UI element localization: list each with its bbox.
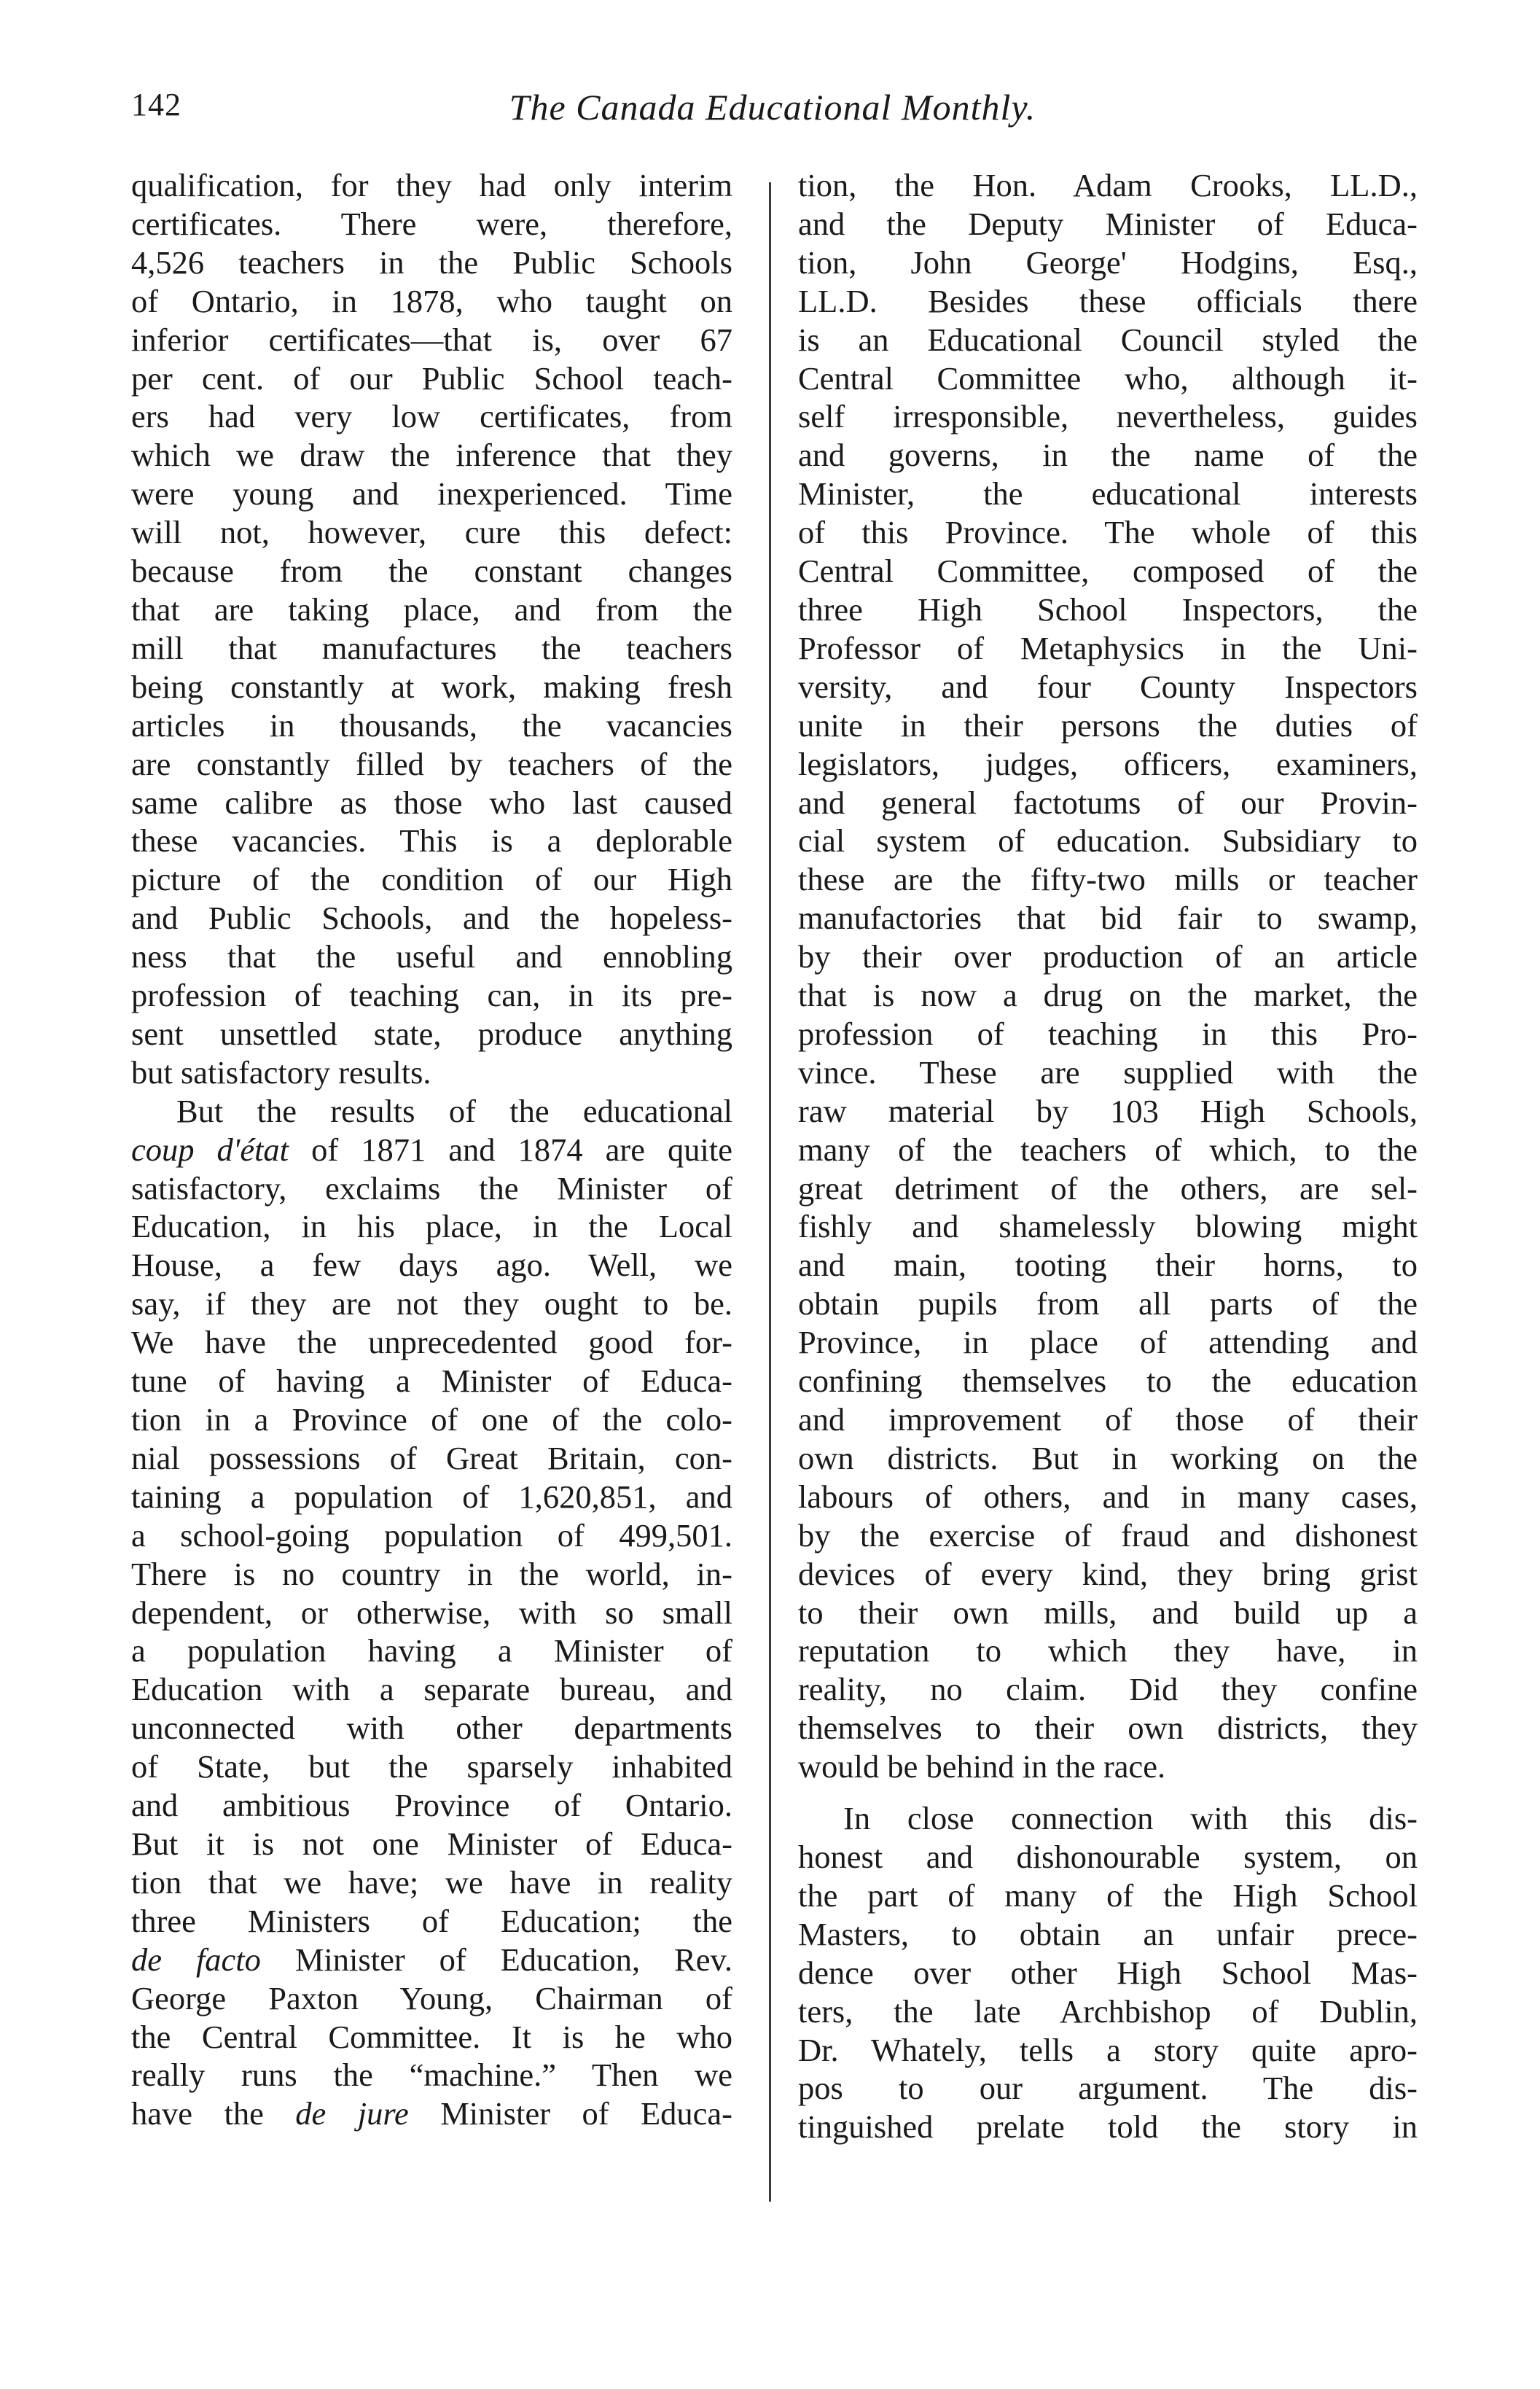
- text-line: reputation to which they have, in: [798, 1632, 1418, 1669]
- coup-detat-italic: coup d'état: [131, 1131, 289, 1168]
- text-line: taining a population of 1,620,851, and: [131, 1478, 732, 1515]
- text-line: Masters, to obtain an unfair prece-: [798, 1915, 1418, 1952]
- text-line: ers had very low certificates, from: [131, 398, 732, 435]
- text-line: tinguished prelate told the story in: [798, 2108, 1418, 2146]
- text-line: a school-going population of 499,501.: [131, 1516, 732, 1554]
- text-line: reality, no claim. Did they confine: [798, 1671, 1418, 1708]
- text-line: unconnected with other departments: [131, 1710, 732, 1747]
- text-line: fishly and shamelessly blowing might: [798, 1208, 1418, 1245]
- text-line: manufactories that bid fair to swamp,: [798, 900, 1418, 937]
- text-line: three Ministers of Education; the: [131, 1902, 732, 1939]
- text-line: vince. These are supplied with the: [798, 1053, 1418, 1091]
- text-line: being constantly at work, making fresh: [131, 668, 732, 705]
- text-line: raw material by 103 High Schools,: [798, 1092, 1418, 1129]
- text-line: legislators, judges, officers, examiners,: [798, 745, 1418, 782]
- text-line: tion, John George' Hodgins, Esq.,: [798, 243, 1418, 281]
- text-line: would be behind in the race.: [798, 1748, 1166, 1785]
- text-line: Central Committee who, although it-: [798, 359, 1418, 397]
- text-line: labours of others, and in many cases,: [798, 1478, 1418, 1515]
- text-line: dependent, or otherwise, with so small: [131, 1594, 732, 1631]
- text-line: inferior certificates—that is, over 67: [131, 321, 732, 358]
- left-paragraph-2: [131, 1092, 732, 2133]
- text-line: Education, in his place, in the Local: [131, 1208, 732, 1245]
- text-line: and main, tooting their horns, to: [798, 1247, 1418, 1284]
- text-line: mill that manufactures the teachers: [131, 629, 732, 666]
- text-line: tion, the Hon. Adam Crooks, LL.D.,: [798, 167, 1418, 203]
- text-line: unite in their persons the duties of: [798, 706, 1418, 744]
- text-line: nial possessions of Great Britain, con-: [131, 1439, 732, 1476]
- text-line: Province, in place of attending and: [798, 1324, 1418, 1361]
- text-line: ness that the useful and ennobling: [131, 938, 732, 975]
- text-line: profession of teaching in this Pro-: [798, 1015, 1418, 1052]
- text-line: really runs the “machine.” Then we: [131, 2057, 732, 2094]
- text-line: self irresponsible, nevertheless, guides: [798, 398, 1418, 435]
- text-line: dence over other High School Mas-: [798, 1954, 1418, 1991]
- text-line: [131, 1131, 732, 1169]
- text-line: many of the teachers of which, to the: [798, 1131, 1418, 1168]
- right-paragraph-2: [798, 1799, 1418, 2146]
- text-line: Dr. Whately, tells a story quite apro-: [798, 2031, 1418, 2068]
- text-line: a population having a Minister of: [131, 1632, 732, 1669]
- text-line: were young and inexperienced. Time: [131, 475, 732, 513]
- text-line: of State, but the sparsely inhabited: [131, 1748, 732, 1785]
- text-line: which we draw the inference that they: [131, 437, 732, 474]
- running-title: The Canada Educational Monthly.: [509, 87, 1036, 128]
- text-line: confining themselves to the education: [798, 1363, 1418, 1400]
- text-line: Education with a separate bureau, and: [131, 1671, 732, 1708]
- text-line: same calibre as those who last caused: [131, 784, 732, 821]
- text-line: picture of the condition of our High: [131, 861, 732, 898]
- left-column: [131, 166, 732, 2133]
- text-line: are constantly filled by teachers of the: [131, 745, 732, 782]
- text-line: by their over production of an article: [798, 938, 1418, 975]
- right-paragraph-1: [798, 166, 1418, 1786]
- text-line: tion that we have; we have in reality: [131, 1863, 732, 1901]
- text-line: these vacancies. This is a deplorable: [131, 822, 732, 860]
- text-line: own districts. But in working on the: [798, 1439, 1418, 1476]
- text-line: and improvement of those of their: [798, 1401, 1418, 1438]
- text-line: great detriment of the others, are sel-: [798, 1169, 1418, 1207]
- text-line: the part of many of the High School: [798, 1876, 1418, 1914]
- text-line: qualification, for they had only interim: [131, 167, 732, 203]
- text-line: themselves to their own districts, they: [798, 1710, 1418, 1747]
- text-line: by the exercise of fraud and dishonest: [798, 1516, 1418, 1554]
- text-line: to their own mills, and build up a: [798, 1594, 1418, 1631]
- text-line: We have the unprecedented good for-: [131, 1324, 732, 1361]
- column-divider: [769, 182, 771, 2202]
- text-line: But the results of the educational: [176, 1092, 732, 1129]
- text-line: and ambitious Province of Ontario.: [131, 1787, 732, 1824]
- text-fragment: Minister of Educa-: [408, 2095, 732, 2132]
- text-line: LL.D. Besides these officials there: [798, 282, 1418, 319]
- text-line: 4,526 teachers in the Public Schools: [131, 243, 732, 281]
- text-line: certificates. There were, therefore,: [131, 205, 732, 242]
- text-line: [131, 1941, 732, 1979]
- text-line: tune of having a Minister of Educa-: [131, 1363, 732, 1400]
- text-line: Central Committee, composed of the: [798, 553, 1418, 590]
- text-line: But it is not one Minister of Educa-: [131, 1825, 732, 1862]
- de-facto-italic: de facto: [131, 1941, 261, 1978]
- text-line: Minister, the educational interests: [798, 475, 1418, 513]
- text-fragment: of 1871 and 1874 are quite: [289, 1131, 733, 1168]
- text-fragment: have the: [131, 2095, 296, 2132]
- text-line: that are taking place, and from the: [131, 591, 732, 628]
- text-line: and Public Schools, and the hopeless-: [131, 900, 732, 937]
- text-line: There is no country in the world, in-: [131, 1555, 732, 1592]
- text-line: George Paxton Young, Chairman of: [131, 1979, 732, 2016]
- text-line: because from the constant changes: [131, 553, 732, 590]
- text-line: and governs, in the name of the: [798, 437, 1418, 474]
- text-line: versity, and four County Inspectors: [798, 668, 1418, 705]
- text-line: three High School Inspectors, the: [798, 591, 1418, 628]
- de-jure-italic: de jure: [295, 2095, 409, 2132]
- text-line: is an Educational Council styled the: [798, 321, 1418, 358]
- right-column: [798, 166, 1418, 2146]
- text-line: say, if they are not they ought to be.: [131, 1285, 732, 1322]
- text-line: articles in thousands, the vacancies: [131, 706, 732, 744]
- text-line: [131, 2094, 732, 2133]
- text-line: pos to our argument. The dis-: [798, 2070, 1418, 2107]
- text-line: profession of teaching can, in its pre-: [131, 977, 732, 1014]
- text-line: tion in a Province of one of the colo-: [131, 1401, 732, 1438]
- text-line: these are the fifty-two mills or teacher: [798, 861, 1418, 898]
- page-header: [131, 86, 1414, 137]
- text-line: devices of every kind, they bring grist: [798, 1555, 1418, 1592]
- text-line: Professor of Metaphysics in the Uni-: [798, 629, 1418, 666]
- text-line: obtain pupils from all parts of the: [798, 1285, 1418, 1322]
- text-line: of Ontario, in 1878, who taught on: [131, 282, 732, 319]
- text-line: In close connection with this dis-: [843, 1800, 1418, 1837]
- text-line: cial system of education. Subsidiary to: [798, 822, 1418, 860]
- text-line: sent unsettled state, produce anything: [131, 1015, 732, 1052]
- text-line: but satisfactory results.: [131, 1053, 431, 1091]
- text-line: per cent. of our Public School teach-: [131, 359, 732, 397]
- text-line: honest and dishonourable system, on: [798, 1838, 1418, 1875]
- text-line: of this Province. The whole of this: [798, 514, 1418, 551]
- text-line: ters, the late Archbishop of Dublin,: [798, 1992, 1418, 2030]
- text-line: House, a few days ago. Well, we: [131, 1247, 732, 1284]
- left-paragraph-1: [131, 166, 732, 1092]
- text-line: satisfactory, exclaims the Minister of: [131, 1169, 732, 1207]
- text-line: and the Deputy Minister of Educa-: [798, 205, 1418, 242]
- text-fragment: Minister of Education, Rev.: [260, 1941, 732, 1978]
- text-line: the Central Committee. It is he who: [131, 2018, 732, 2055]
- text-line: and general factotums of our Provin-: [798, 784, 1418, 821]
- page-number: 142: [131, 87, 181, 122]
- text-line: that is now a drug on the market, the: [798, 977, 1418, 1014]
- text-line: will not, however, cure this defect:: [131, 514, 732, 551]
